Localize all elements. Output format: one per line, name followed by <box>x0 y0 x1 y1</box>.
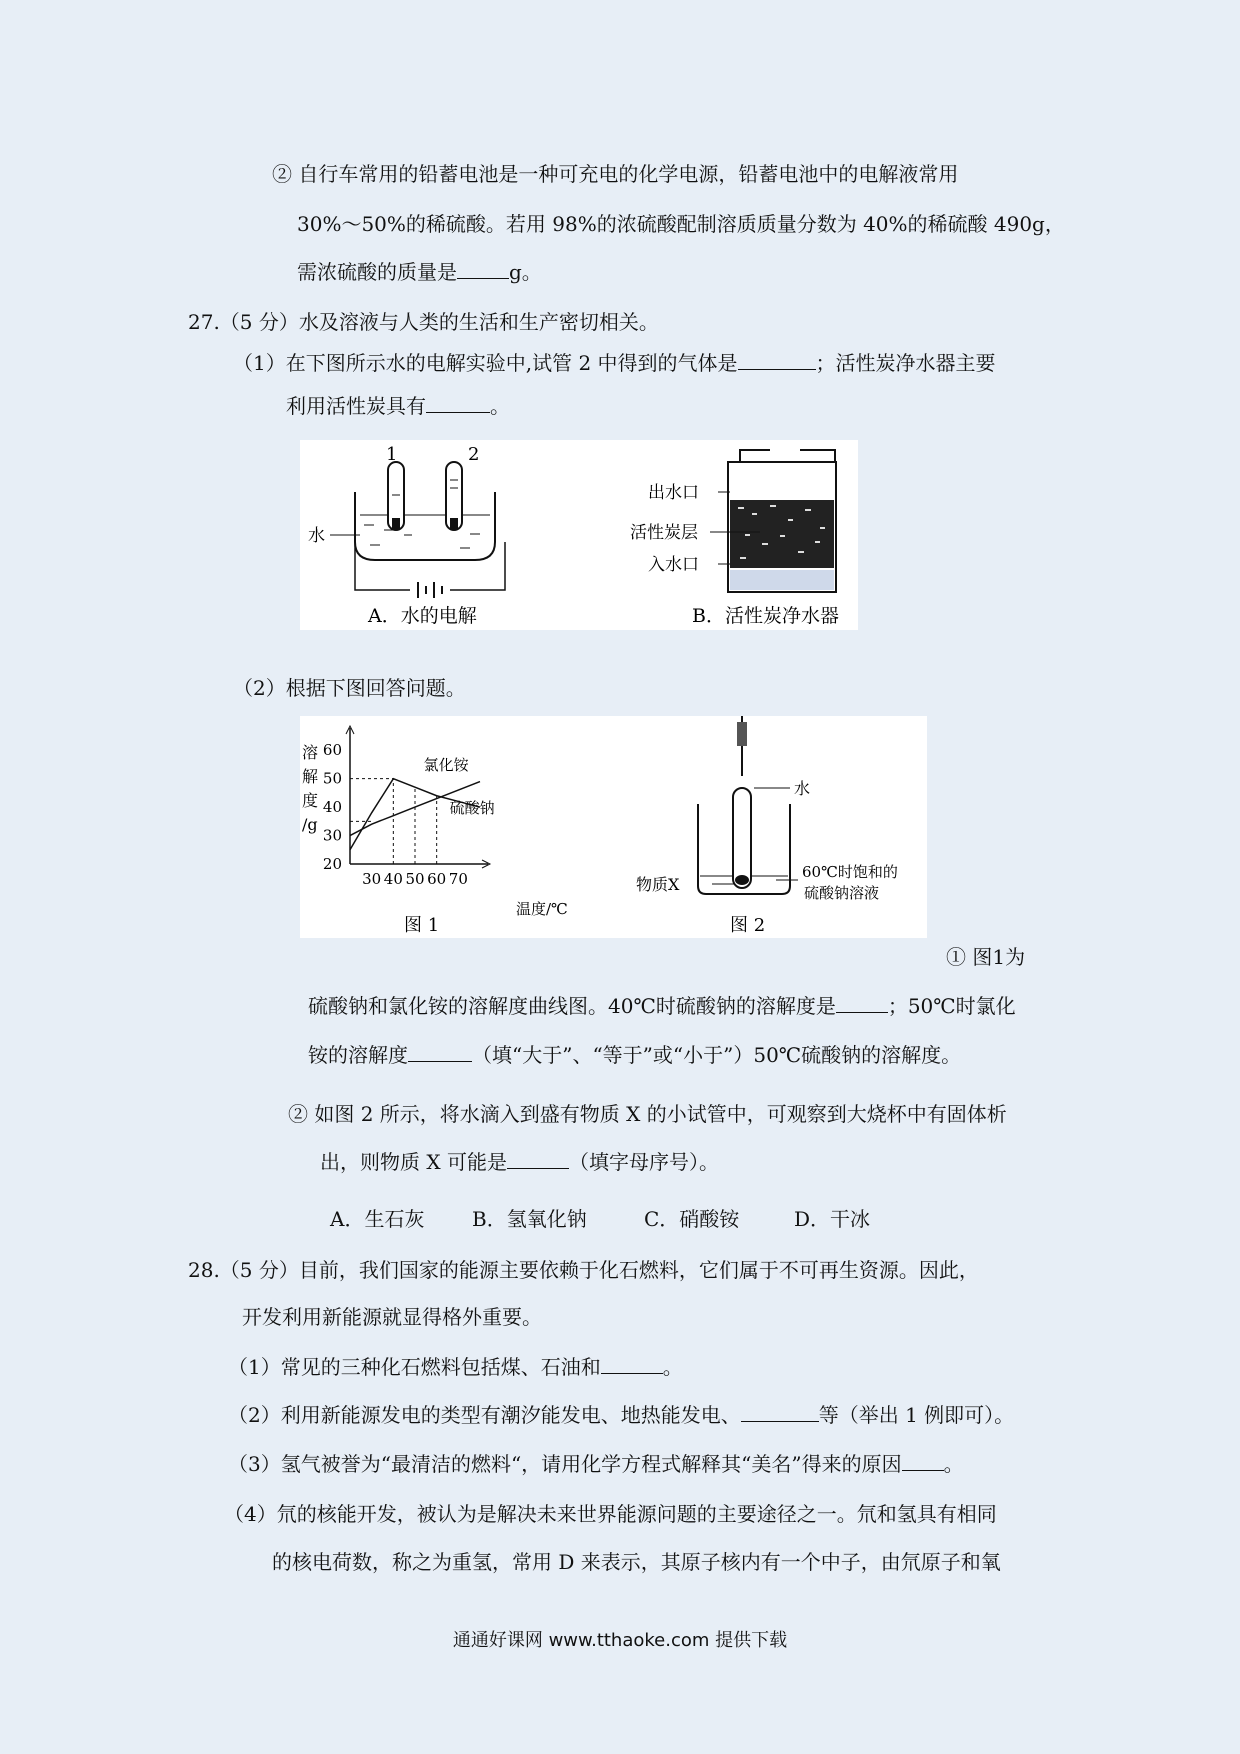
dropper-bulb <box>737 722 747 746</box>
answer-blank[interactable] <box>738 349 816 370</box>
option-c[interactable]: C．硝酸铵 <box>644 1207 740 1231</box>
q28-part2-text: （2）利用新能源发电的类型有潮汐能发电、地热能发电、 <box>228 1403 741 1427</box>
figure-electrolysis-and-filter <box>300 440 858 630</box>
carbon-layer-label: 活性炭层 <box>630 523 698 543</box>
small-test-tube <box>733 788 751 888</box>
filter-pipes <box>740 450 835 462</box>
q27-part1-line2 <box>286 392 510 420</box>
answer-blank[interactable] <box>741 1401 819 1422</box>
q27-part2: （2）根据下图回答问题。 <box>233 676 466 700</box>
q27-sub2-line2 <box>320 1148 719 1176</box>
trough <box>355 492 495 560</box>
circuit-wire <box>355 542 505 590</box>
figure-solubility-and-beaker <box>300 716 927 938</box>
ylabel-char: 溶 <box>302 743 319 762</box>
answer-blank[interactable] <box>408 1041 472 1062</box>
ylabel-char: 度 <box>302 791 319 810</box>
option-a[interactable]: A．生石灰 <box>330 1207 425 1231</box>
q28-part3-text: （3）氢气被誉为“最清洁的燃料“，请用化学方程式解释其“美名”得来的原因 <box>228 1452 902 1476</box>
q28-part1 <box>228 1353 683 1381</box>
caption-a: A．水的电解 <box>368 605 477 627</box>
water-label: 水 <box>308 526 325 546</box>
q28-part1-text: （1）常见的三种化石燃料包括煤、石油和 <box>228 1355 601 1379</box>
q27-sub1-tail: ① 图1为 <box>946 945 1026 969</box>
legend-series-2: 硫酸钠 <box>449 798 495 817</box>
q27-sub1-text-d: （填“大于”、“等于”或“小于”）50℃硫酸钠的溶解度。 <box>472 1043 962 1067</box>
q26-line2: 30%～50%的稀硫酸。若用 98%的浓硫酸配制溶质质量分数为 40%的稀硫酸 490g， <box>297 212 1065 236</box>
q28-part3-end: 。 <box>943 1452 964 1476</box>
solubility-chart <box>302 726 568 936</box>
q28-part4-line1: （4）氘的核能开发，被认为是解决未来世界能源问题的主要途径之一。氘和氢具有相同 <box>224 1502 997 1526</box>
y-tick-label: 20 <box>322 855 342 873</box>
q27-sub1-text-b: ；50℃时氯化 <box>887 994 1016 1018</box>
q27-sub1-text-c: 铵的溶解度 <box>308 1043 408 1067</box>
q26-line3 <box>297 258 542 286</box>
answer-blank[interactable] <box>836 992 888 1013</box>
tube1-label: 1 <box>386 444 398 465</box>
answer-blank[interactable] <box>601 1353 663 1374</box>
q26-line3-text: 需浓硫酸的质量是 <box>297 260 457 284</box>
answer-blank[interactable] <box>507 1148 569 1169</box>
x-tick-label: 50 <box>405 870 425 888</box>
answer-blank[interactable] <box>457 258 509 279</box>
x-axis-label: 温度/℃ <box>516 900 568 918</box>
fig2-substance-label: 物质X <box>636 875 680 894</box>
q27-heading: 27.（5 分）水及溶液与人类的生活和生产密切相关。 <box>188 310 659 334</box>
electrode-2 <box>450 518 458 530</box>
ylabel-char: /g <box>302 815 318 834</box>
figure-12-svg <box>300 716 927 938</box>
fig2-solution-line2: 硫酸钠溶液 <box>804 884 880 902</box>
footer-source: 通通好课网 www.tthaoke.com 提供下载 <box>452 1630 788 1651</box>
substance-x <box>735 875 749 885</box>
q27-sub1-text: 硫酸钠和氯化铵的溶解度曲线图。40℃时硫酸钠的溶解度是 <box>308 994 836 1018</box>
ylabel-char: 解 <box>302 767 319 786</box>
q28-heading-line2: 开发利用新能源就显得格外重要。 <box>242 1305 542 1329</box>
q28-part3 <box>228 1450 964 1478</box>
q27-sub2-text-b: （填字母序号）。 <box>568 1150 719 1174</box>
outlet-label: 出水口 <box>648 483 699 503</box>
answer-blank[interactable] <box>426 392 490 413</box>
figure1-caption: 图 1 <box>404 915 440 936</box>
figure2-caption: 图 2 <box>730 915 766 936</box>
beaker-figure <box>636 716 898 936</box>
legend-series-1: 氯化铵 <box>423 756 469 775</box>
x-tick-label: 30 <box>362 870 382 888</box>
water-layer <box>730 570 834 590</box>
tube2-label: 2 <box>468 444 480 465</box>
x-tick-label: 40 <box>383 870 403 888</box>
q27-sub2-text: 出，则物质 X 可能是 <box>320 1150 507 1174</box>
q27-part1-text-d: 。 <box>490 394 510 418</box>
q28-part1-end: 。 <box>662 1355 683 1379</box>
caption-b: B．活性炭净水器 <box>692 605 839 627</box>
option-b[interactable]: B．氢氧化钠 <box>472 1207 587 1231</box>
q27-sub1-line2 <box>308 1041 961 1069</box>
q27-part1-text-b: ；活性炭净水器主要 <box>815 351 996 375</box>
q27-part1-text-c: 利用活性炭具有 <box>286 394 426 418</box>
y-tick-label: 40 <box>322 798 342 817</box>
y-tick-label: 50 <box>322 769 342 788</box>
q27-part1-line1 <box>233 349 996 377</box>
q27-options <box>330 1205 870 1233</box>
q28-part4-line2: 的核电荷数，称之为重氢，常用 D 来表示，其原子核内有一个中子，由氘原子和氧 <box>272 1550 1001 1574</box>
q27-part1-text: （1）在下图所示水的电解实验中,试管 2 中得到的气体是 <box>233 351 738 375</box>
q26-line1: ② 自行车常用的铅蓄电池是一种可充电的化学电源，铅蓄电池中的电解液常用 <box>272 162 959 186</box>
q28-part2-end: 等（举出 1 例即可）。 <box>818 1403 1015 1427</box>
water-marks <box>364 525 480 548</box>
y-tick-label: 30 <box>322 826 342 845</box>
y-tick-label: 60 <box>322 741 342 760</box>
q28-part2 <box>228 1401 1014 1429</box>
x-tick-label: 60 <box>427 870 447 888</box>
answer-blank[interactable] <box>902 1450 944 1471</box>
fig2-solution-line1: 60℃时饱和的 <box>802 863 898 881</box>
q27-sub2-line1: ② 如图 2 所示，将水滴入到盛有物质 X 的小试管中，可观察到大烧杯中有固体析 <box>288 1102 1007 1126</box>
q28-heading-line1: 28.（5 分）目前，我们国家的能源主要依赖于化石燃料，它们属于不可再生资源。因此， <box>188 1258 979 1282</box>
option-d[interactable]: D．干冰 <box>794 1207 871 1231</box>
electrode-1 <box>392 518 400 530</box>
x-tick-label: 70 <box>448 870 468 888</box>
inlet-label: 入水口 <box>648 555 699 575</box>
fig2-water-label: 水 <box>794 779 811 798</box>
figure-ab-svg <box>300 440 858 630</box>
q27-sub1-line1 <box>308 992 1016 1020</box>
q26-line3-unit: g。 <box>509 260 542 284</box>
